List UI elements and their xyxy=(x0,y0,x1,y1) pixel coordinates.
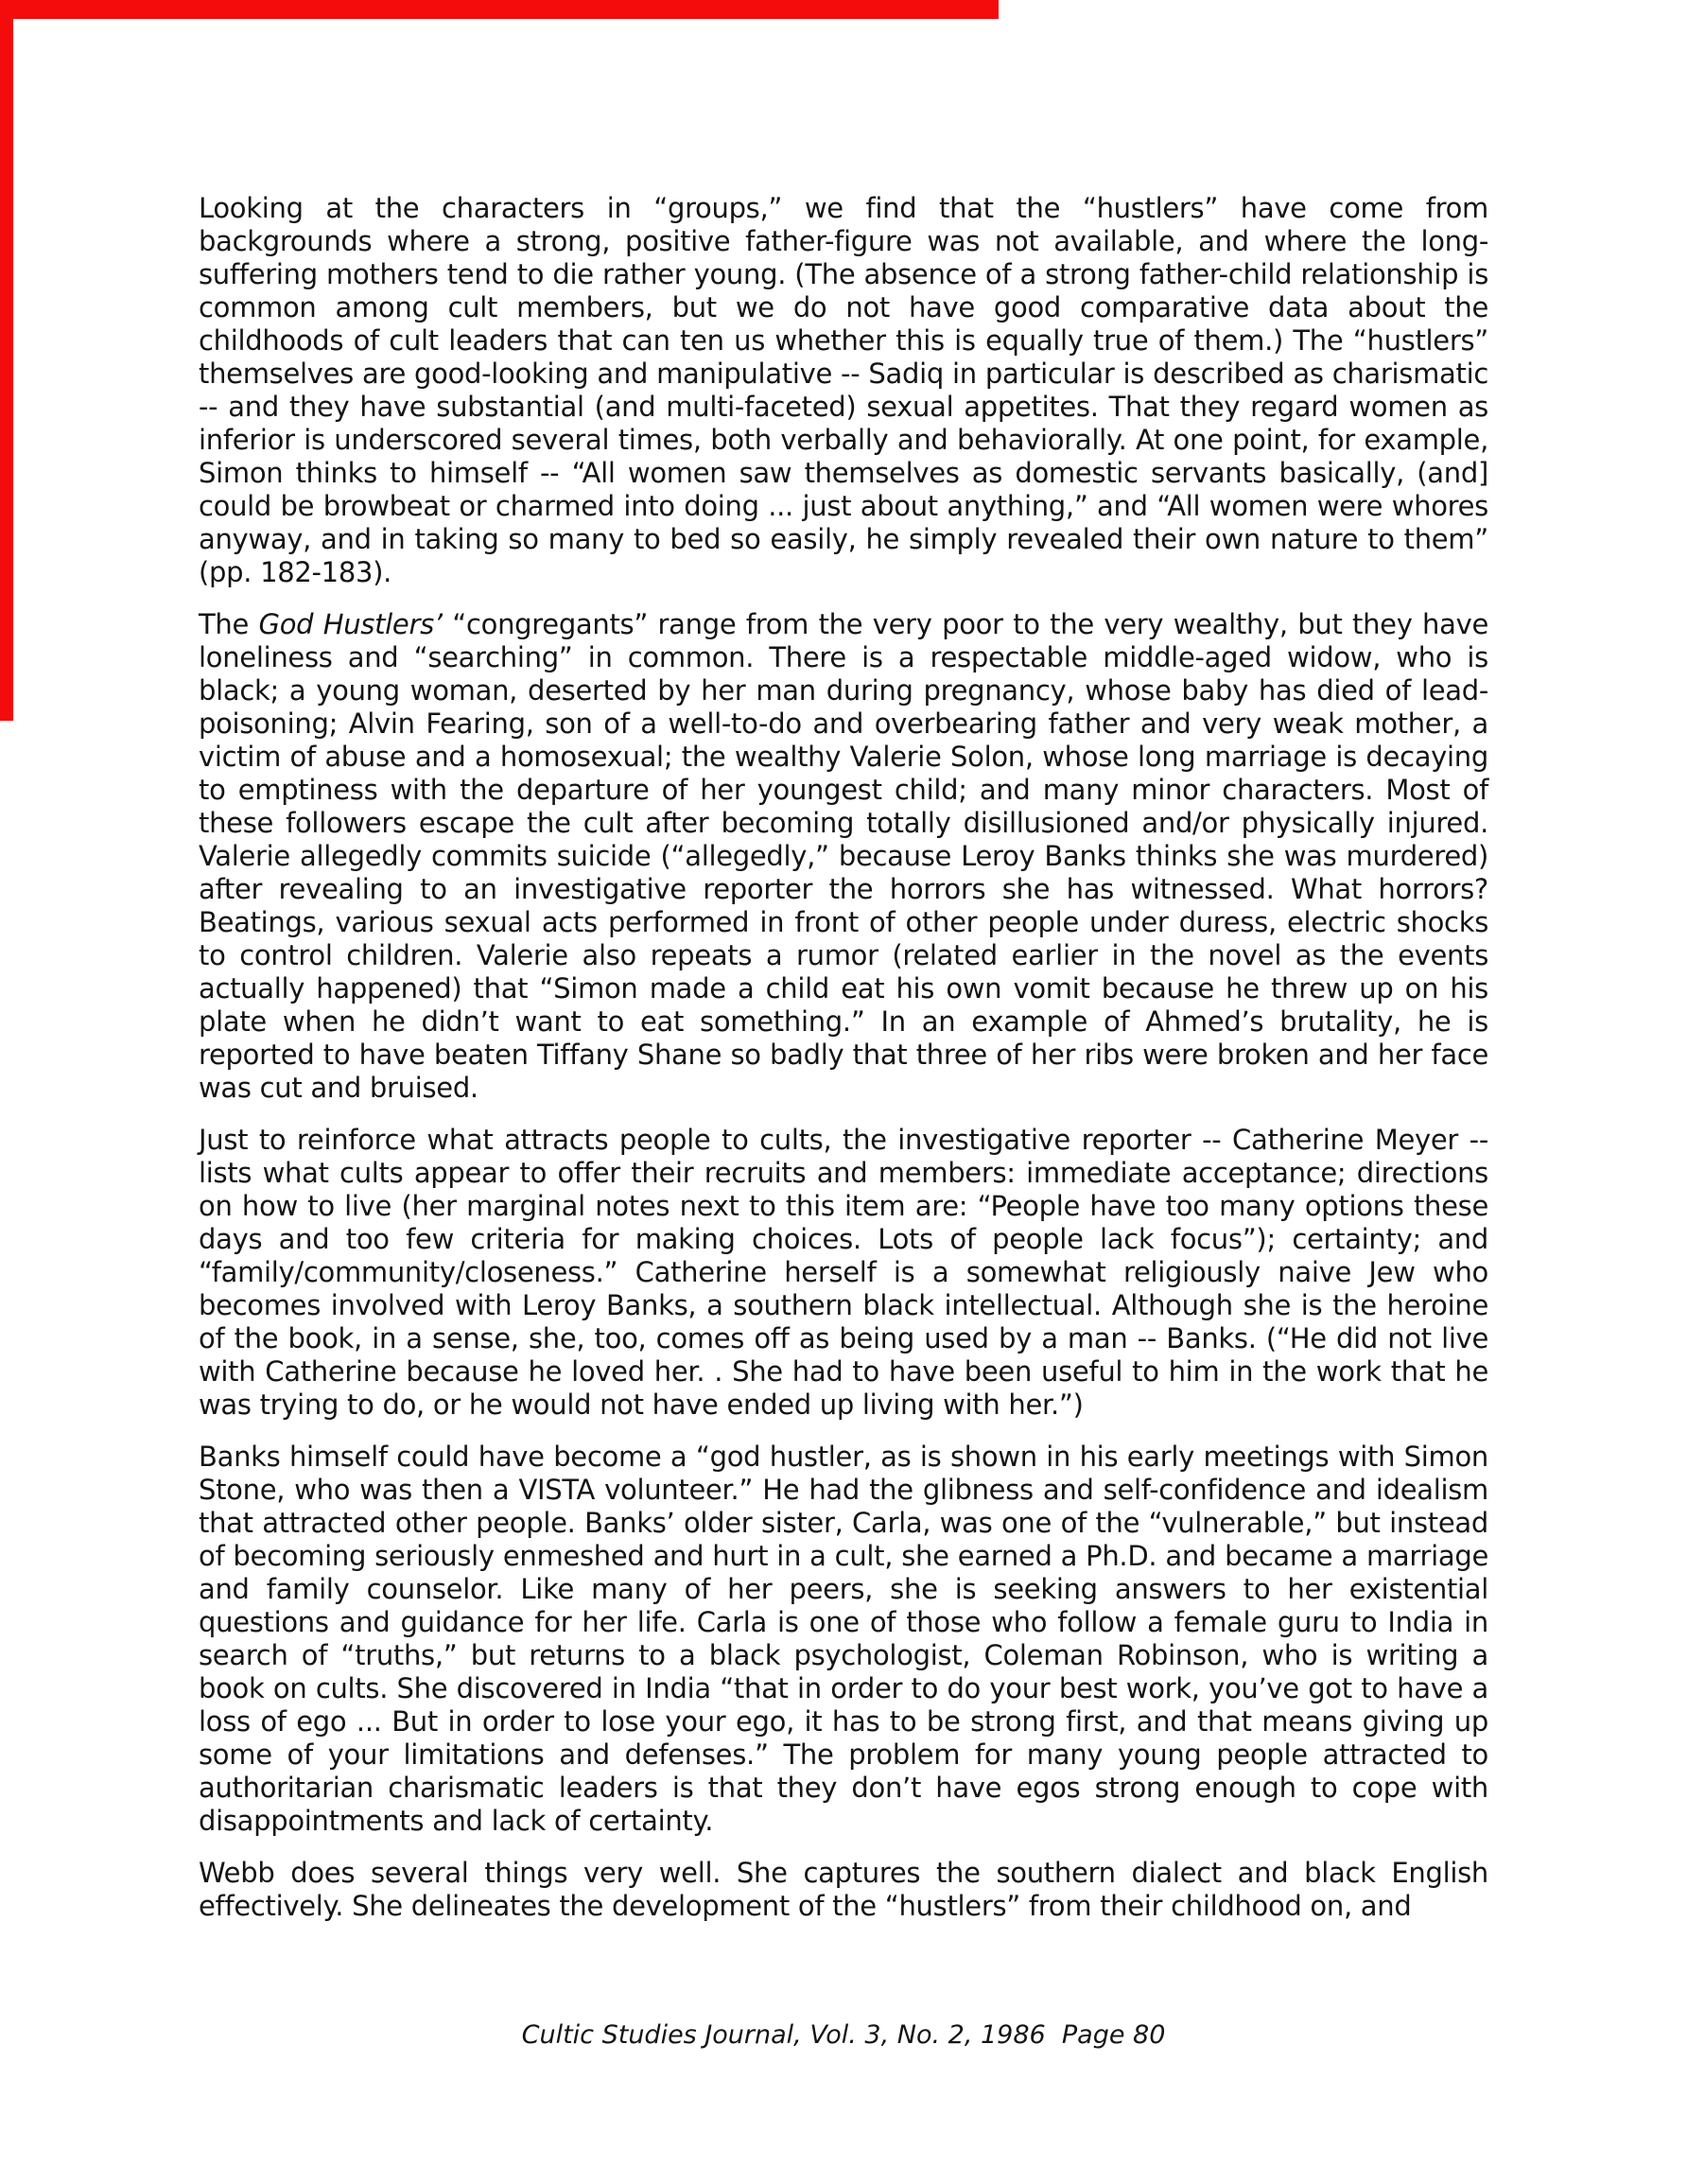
red-annotation-bar-left xyxy=(0,0,13,721)
red-annotation-bar-top xyxy=(0,0,999,19)
paragraph xyxy=(199,192,1488,589)
paragraph xyxy=(199,1441,1488,1838)
text-run: Just to reinforce what attracts people to cults, the investigative reporter -- Catherine Meyer -- lists what cults appear to offer their recruits and members: immediate acceptance; directions on how to live (her marginal notes next to this item are: “People have too many options these days and too few criteria for making choices. Lots of people lack focus”); certainty; and “family/community/closeness.” Catherine herself is a somewhat religiously naive Jew who becomes involved with Leroy Banks, a southern black intellectual. Although she is the heroine of the book, in a sense, she, too, comes off as being used by a man -- Banks. (“He did not live with Catherine because he loved her. . She had to have been useful to him in the work that he was trying to do, or he would not have ended up living with her.”) xyxy=(199,1124,1488,1421)
text-run: “congregants” range from the very poor to the very wealthy, but they have loneliness and “searching” in common. There is a respectable middle-aged widow, who is black; a young woman, deserted by her man during pregnancy, whose baby has died of lead-poisoning; Alvin Fearing, son of a well-to-do and overbearing father and very weak mother, a victim of abuse and a homosexual; the wealthy Valerie Solon, whose long marriage is decaying to emptiness with the departure of her youngest child; and many minor characters. Most of these followers escape the cult after becoming totally disillusioned and/or physically injured. Valerie allegedly commits suicide (“allegedly,” because Leroy Banks thinks she was murdered) after revealing to an investigative reporter the horrors she has witnessed. What horrors? Beatings, various sexual acts performed in front of other people under duress, electric shocks to control children. Valerie also repeats a rumor (related earlier in the novel as the events actually happened) that “Simon made a child eat his own vomit because he threw up on his plate when he didn’t want to eat something.” In an example of Ahmed’s brutality, he is reported to have beaten Tiffany Shane so badly that three of her ribs were broken and her face was cut and bruised. xyxy=(199,608,1488,1104)
text-run: Looking at the characters in “groups,” we find that the “hustlers” have come from backgrounds where a strong, positive father-figure was not available, and where the long-suffering mothers tend to die rather young. (The absence of a strong father-child relationship is common among cult members, but we do not have good comparative data about the childhoods of cult leaders that can ten us whether this is equally true of them.) The “hustlers” themselves are good-looking and manipulative -- Sadiq in particular is described as charismatic -- and they have substantial (and multi-faceted) sexual appetites. That they regard women as inferior is underscored several times, both verbally and behaviorally. At one point, for example, Simon thinks to himself -- “All women saw themselves as domestic servants basically, (and] could be browbeat or charmed into doing ... just about anything,” and “All women were whores anyway, and in taking so many to bed so easily, he simply revealed their own nature to them” (pp. 182-183). xyxy=(199,192,1488,588)
paragraph xyxy=(199,608,1488,1105)
text-run: Webb does several things very well. She captures the southern dialect and black English effectively. She delineates the development of the “hustlers” from their childhood on, and xyxy=(199,1857,1488,1922)
paragraph xyxy=(199,1124,1488,1422)
page-footer: Cultic Studies Journal, Vol. 3, No. 2, 1986 Page 80 xyxy=(521,2020,1166,2050)
text-run: The xyxy=(199,608,259,640)
page-body-text xyxy=(199,192,1488,1923)
italic-text-run: God Hustlers’ xyxy=(258,608,443,640)
text-run: Banks himself could have become a “god hustler, as is shown in his early meetings with Simon Stone, who was then a VISTA volunteer.” He had the glibness and self-confidence and idealism that attracted other people. Banks’ older sister, Carla, was one of the “vulnerable,” but instead of becoming seriously enmeshed and hurt in a cult, she earned a Ph.D. and became a marriage and family counselor. Like many of her peers, she is seeking answers to her existential questions and guidance for her life. Carla is one of those who follow a female guru to India in search of “truths,” but returns to a black psychologist, Coleman Robinson, who is writing a book on cults. She discovered in India “that in order to do your best work, you’ve got to have a loss of ego ... But in order to lose your ego, it has to be strong first, and that means giving up some of your limitations and defenses.” The problem for many young people attracted to authoritarian charismatic leaders is that they don’t have egos strong enough to cope with disappointments and lack of certainty. xyxy=(199,1441,1488,1837)
paragraph xyxy=(199,1857,1488,1923)
